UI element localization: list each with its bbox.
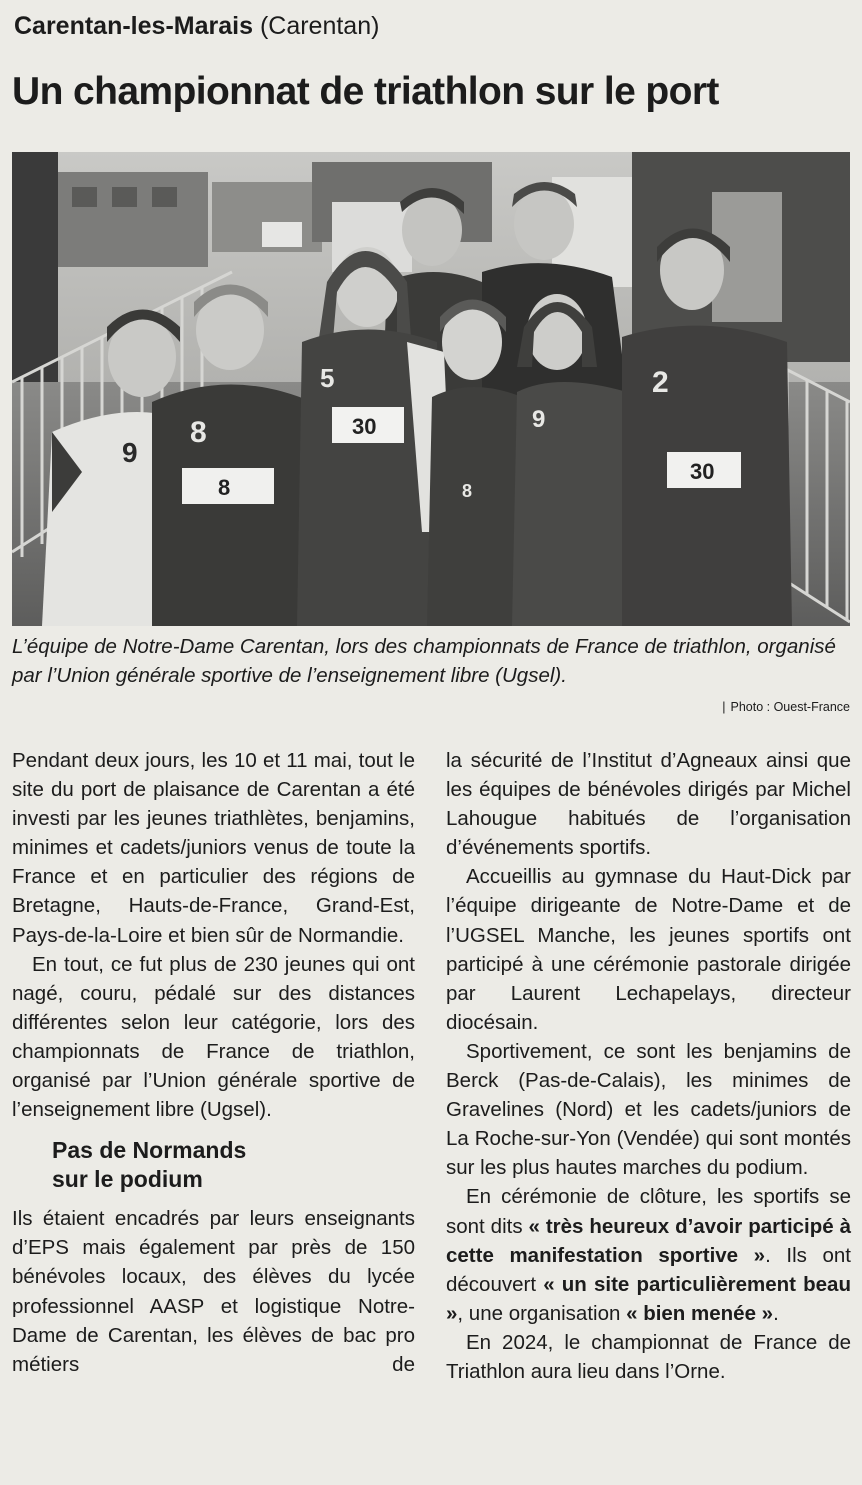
article-subheading	[52, 1136, 415, 1194]
article-photo	[12, 152, 850, 626]
paragraph-3-end: la sécurité de l’Institut d’Agneaux ainsi que les équipes de bénévoles dirigés par Michel Lahougue habitués de l’organisation d’événements sportifs.	[446, 749, 851, 860]
quote-1: « très heureux d’avoir participé à cette manifestation sportive »	[446, 1214, 851, 1267]
jersey-number-2: 8	[190, 416, 207, 449]
paragraph-7: En 2024, le championnat de France de Triathlon aura lieu dans l’Orne.	[446, 1330, 851, 1383]
bib-number-3: 30	[690, 459, 715, 484]
photo-caption: L’équipe de Notre-Dame Carentan, lors des championnats de France de triathlon, organisé par l’Union générale sportive de l’enseignement libre (Ugsel).	[12, 635, 836, 687]
svg-text:8: 8	[462, 481, 473, 501]
jersey-number-5: 2	[652, 366, 669, 399]
quote-3: « bien menée »	[626, 1301, 774, 1325]
paragraph-4: Accueillis au gymnase du Haut-Dick par l’équipe dirigeante de Notre-Dame et de l’UGSEL Manche, les jeunes sportifs ont participé à une cérémonie pastorale dirigée par Laurent Lechapelays, directeur diocésain.	[446, 865, 851, 1034]
kicker-place: Carentan-les-Marais	[14, 12, 253, 40]
jersey-number-3: 5	[320, 363, 335, 393]
paragraph-5: Sportivement, ce sont les benjamins de Berck (Pas-de-Calais), les minimes de Gravelines (Nord) et les cadets/juniors de La Roche-sur-Yon (Vendée) qui sont montés sur les plus hautes marches du podium.	[446, 1039, 851, 1180]
subheading-line-1: Pas de Normands	[52, 1137, 247, 1164]
article-title: Un championnat de triathlon sur le port	[12, 70, 719, 113]
paragraph-3-start: Ils étaient encadrés par leurs enseignants d’EPS mais également par près de 150 bénévoles locaux, des élèves du lycée professionnel AASP et logistique Notre-Dame de Carentan, les élèves de bac pro métiers de	[12, 1207, 415, 1376]
paragraph-6: En cérémonie de clôture, les sportifs se sont dits « très heureux d’avoir participé à cette manifestation sportive ». Ils ont découvert « un site particulièrement beau », une organisation « bien menée ».	[446, 1185, 851, 1325]
subheading-line-2: sur le podium	[52, 1166, 203, 1193]
section-kicker	[14, 12, 379, 41]
article-column-right	[446, 746, 851, 1386]
photo-credit-text: Photo : Ouest-France	[730, 700, 850, 714]
bib-number-1: 30	[352, 414, 377, 439]
paragraph-2: En tout, ce fut plus de 230 jeunes qui ont nagé, couru, pédalé sur des distances différentes selon leur catégorie, lors des championnats de France de triathlon, organisé par l’Union générale sportive de l’enseignement libre (Ugsel).	[12, 952, 415, 1122]
jersey-number-4: 9	[532, 406, 546, 433]
team-photo-illustration	[12, 152, 850, 626]
photo-credit: | Photo : Ouest-France	[722, 700, 850, 714]
bib-number-2: 8	[218, 475, 231, 500]
jersey-number-1: 9	[122, 437, 138, 468]
article-column-left	[12, 746, 415, 1379]
paragraph-1: Pendant deux jours, les 10 et 11 mai, tout le site du port de plaisance de Carentan a été investi par les jeunes triathlètes, benjamins, minimes et cadets/juniors venus de toute la France et en particulier des régions de Bretagne, Hauts-de-France, Grand-Est, Pays-de-la-Loire et bien sûr de Normandie.	[12, 749, 415, 947]
quote-2: « un site particulièrement beau »	[446, 1272, 851, 1325]
kicker-place-sub: (Carentan)	[259, 12, 380, 40]
